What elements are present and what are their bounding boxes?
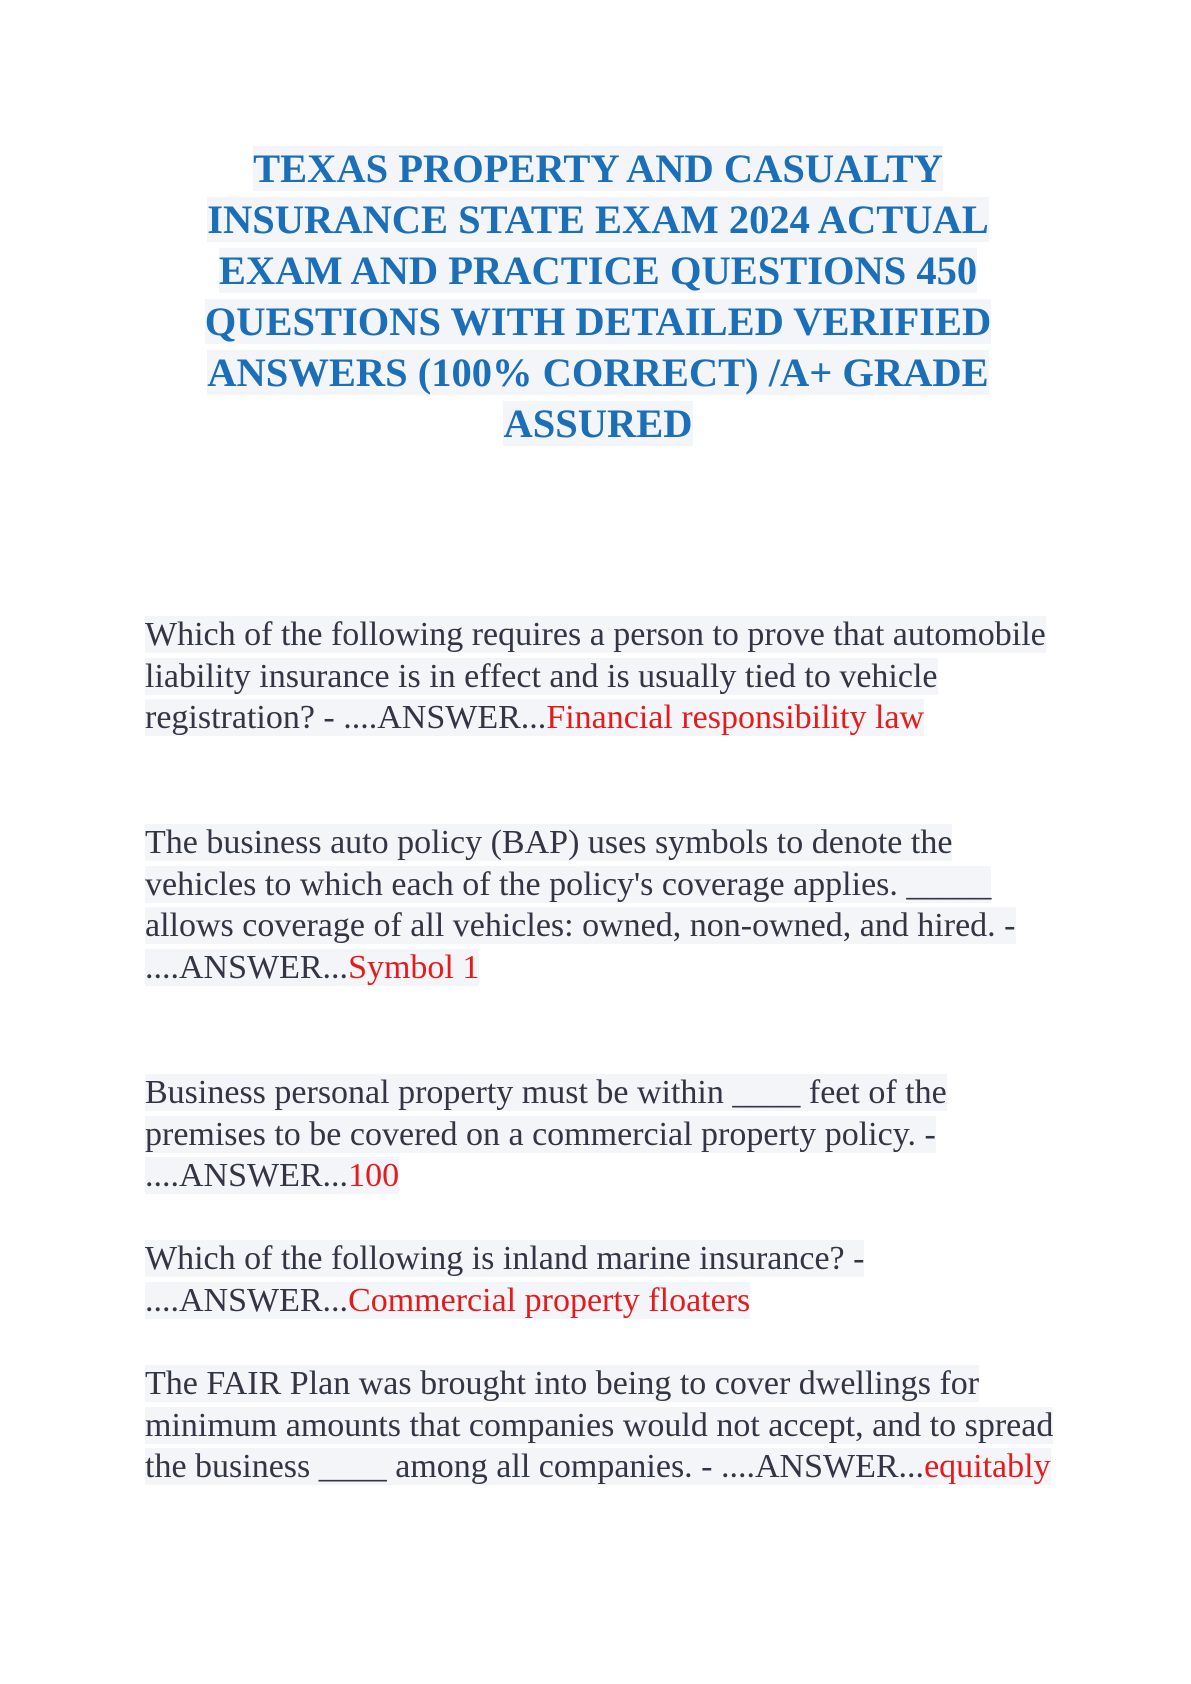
question-block: [145, 822, 1055, 988]
question-highlight: [145, 1074, 947, 1194]
question-text: Business personal property must be within ____ feet of the premises to be covered on a commercial property policy. - ....ANSWER...: [145, 1074, 947, 1194]
question-block: [145, 1238, 1055, 1321]
answer-text: 100: [348, 1157, 400, 1194]
answer-text: Symbol 1: [348, 948, 480, 986]
question-text: Which of the following requires a person to prove that automobile liability insurance is in effect and is usually tied to vehicle registration? - ....ANSWER...: [145, 616, 1046, 736]
question-block: [145, 1072, 1055, 1197]
question-highlight: [145, 1365, 1053, 1485]
answer-text: Financial responsibility law: [546, 699, 925, 736]
question-block: [145, 614, 1055, 739]
document-title-text: TEXAS PROPERTY AND CASUALTY INSURANCE STATE EXAM 2024 ACTUAL EXAM AND PRACTICE QUESTIONS 450 QUESTIONS WITH DETAILED VERIFIED ANSWERS (100% CORRECT) /A+ GRADE ASSURED: [204, 146, 992, 446]
question-highlight: [145, 616, 1046, 736]
answer-text: equitably: [924, 1448, 1051, 1485]
answer-text: Commercial property floaters: [348, 1281, 751, 1319]
question-text: Which of the following is inland marine insurance? - ....ANSWER...: [145, 1240, 865, 1319]
question-highlight: [145, 1240, 864, 1319]
document-title: [150, 143, 1046, 449]
question-text: The business auto policy (BAP) uses symbols to denote the vehicles to which each of the policy's coverage applies. _____ allows coverage of all vehicles: owned, non-owned, and hired. - ....ANSWER...: [145, 824, 1016, 986]
question-text: The FAIR Plan was brought into being to cover dwellings for minimum amounts that companies would not accept, and to spread the business ____ among all companies. - ....ANSWER...: [145, 1365, 1054, 1485]
question-highlight: [145, 824, 1016, 986]
question-block: [145, 1363, 1055, 1488]
